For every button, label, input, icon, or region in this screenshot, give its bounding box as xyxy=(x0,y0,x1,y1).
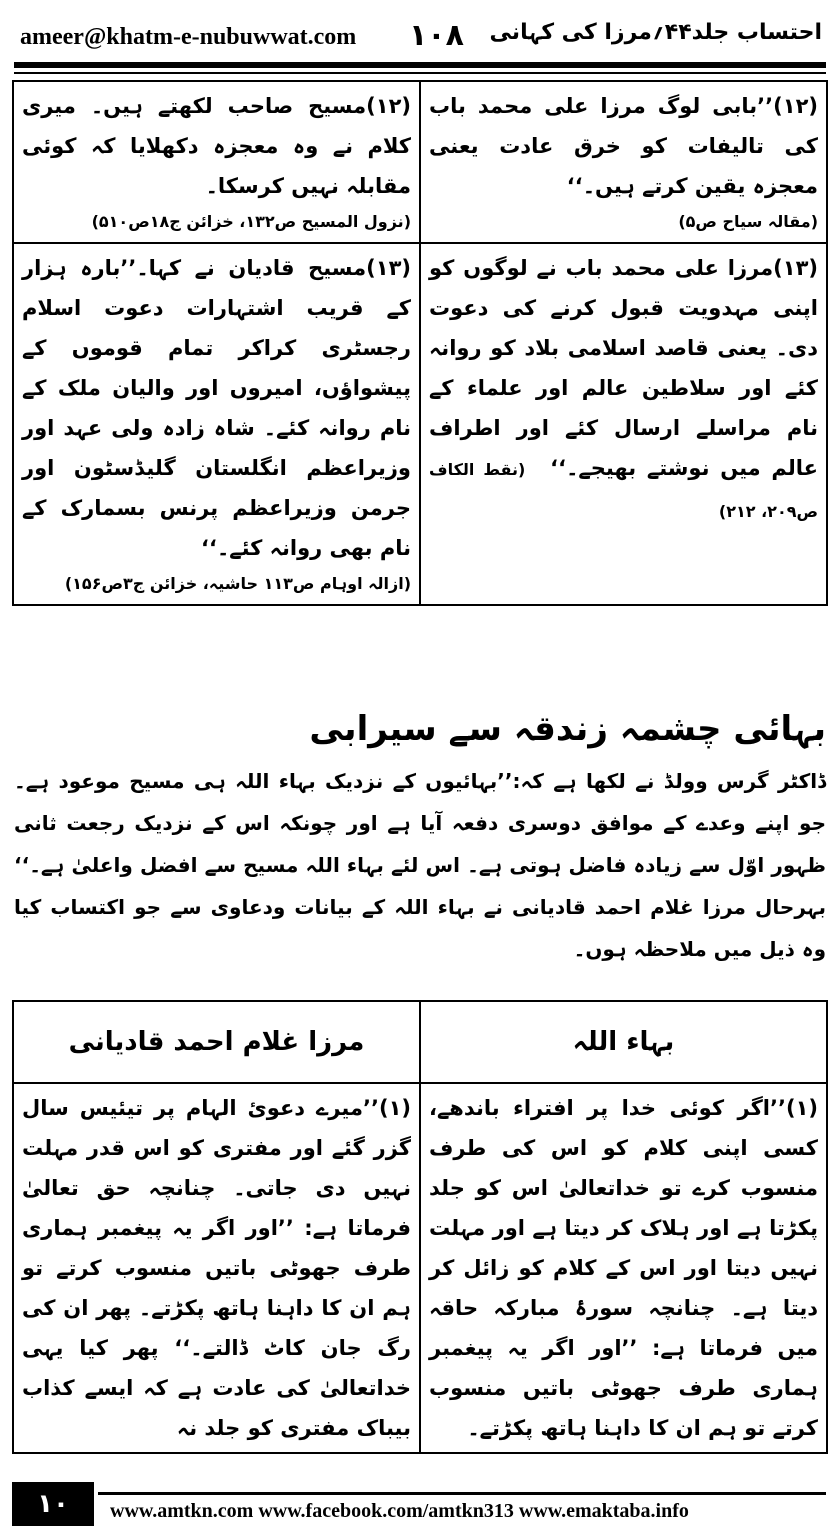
header-rule-thick xyxy=(14,62,826,68)
column-header-bahaullah: بہاء اللہ xyxy=(420,1001,827,1083)
page-header xyxy=(14,16,826,56)
table-cell-left: (۱)’’میرے دعوئ الہام پر تیئیس سال گزر گئے اور مفتری کو اس قدر مہلت نہیں دی جاتی۔ چنانچہ حق تعالیٰ فرماتا ہے: ’’اور اگر یہ پیغمبر ہماری طرف جھوٹی باتیں منسوب کرتے تو ہم ان کا داہنا ہاتھ پکڑتے۔ پھر ان کی رگ جان کاٹ ڈالتے۔‘‘ پھر کیا یہی خداتعالیٰ کی عادت ہے کہ ایسے کذاب بیباک مفتری کو جلد نہ xyxy=(13,1083,420,1453)
table-row xyxy=(13,243,827,605)
header-page-number: ١٠٨ xyxy=(409,18,464,53)
header-rule-thin xyxy=(14,72,826,74)
footer-urls: www.amtkn.com www.facebook.com/amtkn313 www.emaktaba.info xyxy=(110,1500,689,1522)
table-row xyxy=(13,1083,827,1453)
table-cell-right xyxy=(420,243,827,605)
footer-rule xyxy=(98,1492,826,1495)
table-row xyxy=(13,81,827,243)
footer-page-number: ١٠ xyxy=(12,1482,94,1526)
cell-reference: (نقط الکاف ص۲۰۹، ۲۱۲) xyxy=(429,460,818,521)
table-cell-left xyxy=(13,243,420,605)
cell-text: (۱۲)’’بابی لوگ مرزا علی محمد باب کی تالیفات کو خرق عادت یعنی معجزہ یقین کرتے ہیں۔‘‘ xyxy=(429,94,818,198)
cell-text: (۱۳)مسیح قادیان نے کہا۔’’بارہ ہزار کے قریب اشتہارات دعوت اسلام رجسٹری کراکر تمام قوموں کے پیشواؤں، امیروں اور والیان ملک کے نام روانہ کئے۔ شاہ زادہ ولی عہد اور وزیراعظم انگلستان گلیڈسٹون اور جرمن وزیراعظم پرنس بسمارک کے نام بھی روانہ کئے۔‘‘ xyxy=(22,256,411,560)
column-header-mirza: مرزا غلام احمد قادیانی xyxy=(13,1001,420,1083)
section-paragraph: ڈاکٹر گرس وولڈ نے لکھا ہے کہ:’’بہائیوں کے نزدیک بہاء اللہ ہی مسیح موعود ہے۔ جو اپنے وعدے کے موافق دوسری دفعہ آیا ہے اور چونکہ اس کے نزدیک رجعت ثانی ظہور اوّل سے زیادہ فاضل ہوتی ہے۔ اس لئے بہاء اللہ مسیح سے افضل واعلیٰ ہے۔‘‘ بہرحال مرزا غلام احمد قادیانی نے بہاء اللہ کے بیانات ودعاوی سے جو اکتساب کیا وہ ذیل میں ملاحظہ ہوں۔ xyxy=(14,769,826,961)
comparison-table-2 xyxy=(12,1000,828,1454)
header-email: ameer@khatm-e-nubuwwat.com xyxy=(20,24,357,50)
section-heading: بہائی چشمہ زندقہ سے سیرابی xyxy=(309,709,826,749)
cell-text: (۱۳)مرزا علی محمد باب نے لوگوں کو اپنی مہدویت قبول کرنے کی دعوت دی۔ یعنی قاصد اسلامی بلاد کو روانہ کئے اور سلاطین عالم اور علماء کے نام مراسلے ارسال کئے اور اطراف عالم میں نوشتے بھیجے۔‘‘ xyxy=(429,256,819,480)
table-cell-right: (۱)’’اگر کوئی خدا پر افتراء باندھے، کسی اپنی کلام کو اس کی طرف منسوب کرے تو خداتعالیٰ اس کو جلد پکڑتا ہے اور ہلاک کر دیتا ہے اور مہلت نہیں دیتا اور اس کے کلام کو زائل کر دیتا ہے۔ چنانچہ سورۂ مبارکہ حاقہ میں فرماتا ہے: ’’اور اگر یہ پیغمبر ہماری طرف جھوٹی باتیں منسوب کرتے تو ہم ان کا داہنا ہاتھ پکڑتے۔ xyxy=(420,1083,827,1453)
cell-reference: (ازالہ اوہام ص۱۱۳ حاشیہ، خزائن ج۳ص۱۵۶) xyxy=(64,574,411,593)
cell-reference: (مقالہ سیاح ص۵) xyxy=(678,212,818,231)
table-cell-right xyxy=(420,81,827,243)
comparison-table-1 xyxy=(12,80,828,606)
table-cell-left xyxy=(13,81,420,243)
cell-text: (۱۲)مسیح صاحب لکھتے ہیں۔ میری کلام نے وہ معجزہ دکھلایا کہ کوئی مقابلہ نہیں کرسکا۔ xyxy=(22,94,411,198)
header-book-title: احتساب جلد۴۴؍مرزا کی کہانی xyxy=(489,20,822,45)
cell-reference: (نزول المسیح ص۱۳۲، خزائن ج۱۸ص۵۱۰) xyxy=(91,212,411,231)
table-header-row xyxy=(13,1001,827,1083)
